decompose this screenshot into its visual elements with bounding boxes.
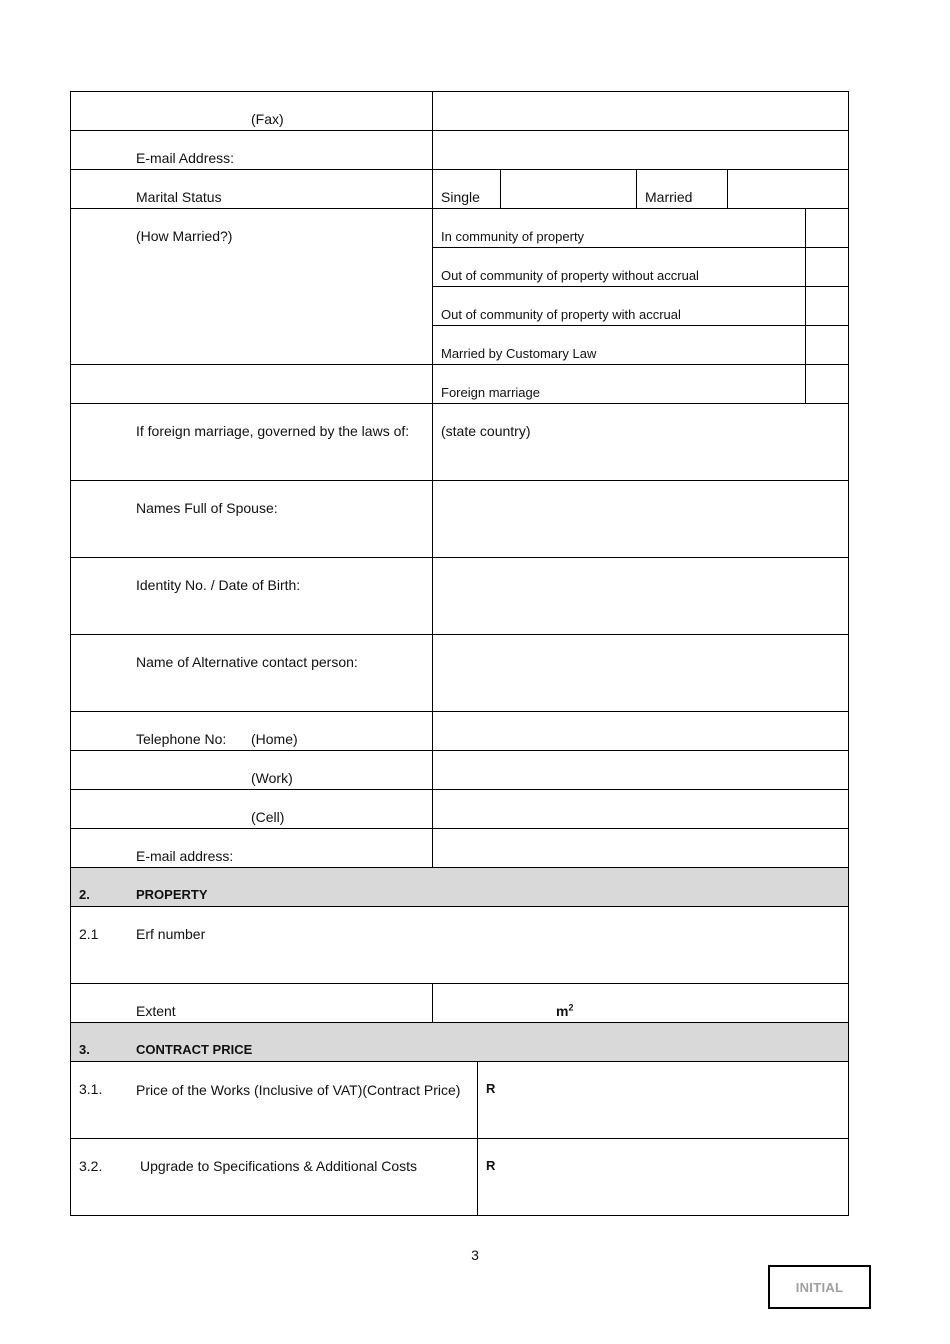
alt-email-field[interactable] (433, 829, 848, 867)
spouse-names-field[interactable] (433, 481, 848, 557)
contract-price-field[interactable] (500, 1062, 848, 1138)
telephone-cell-field[interactable] (433, 790, 848, 828)
alt-contact-name-field[interactable] (433, 635, 848, 711)
erf-number-field[interactable] (240, 945, 848, 983)
how-married-option-customary: Married by Customary Law (441, 346, 597, 361)
telephone-label: Telephone No: (136, 731, 227, 747)
marital-status-label: Marital Status (136, 189, 222, 205)
how-married-checkbox-customary[interactable] (806, 326, 848, 364)
fax-field[interactable] (433, 92, 848, 130)
how-married-option-foreign: Foreign marriage (441, 385, 540, 400)
marital-married-field[interactable] (728, 170, 848, 208)
extent-unit-base: m (556, 1003, 569, 1019)
contract-item-number: 3.1. (79, 1081, 103, 1097)
how-married-checkbox-community[interactable] (806, 209, 848, 247)
foreign-laws-hint: (state country) (441, 423, 531, 439)
erf-number-label: Erf number (136, 926, 206, 942)
contract-section-number: 3. (79, 1042, 90, 1057)
telephone-home-label: (Home) (251, 731, 298, 747)
email-address-label: E-mail Address: (136, 150, 235, 166)
foreign-laws-label: If foreign marriage, governed by the laws of: (136, 423, 410, 439)
spouse-names-label: Names Full of Spouse: (136, 500, 278, 516)
initial-label: INITIAL (795, 1279, 844, 1295)
how-married-option-with-accrual: Out of community of property with accrual (441, 307, 681, 322)
how-married-checkbox-with-accrual[interactable] (806, 287, 848, 325)
how-married-checkbox-without-accrual[interactable] (806, 248, 848, 286)
erf-number-index: 2.1 (79, 926, 99, 942)
telephone-work-label: (Work) (251, 770, 293, 786)
telephone-home-field[interactable] (433, 712, 848, 750)
email-address-field[interactable] (433, 131, 848, 169)
contract-item-currency: R (486, 1158, 496, 1173)
upgrade-costs-field[interactable] (500, 1139, 848, 1215)
marital-single-label: Single (441, 189, 480, 205)
how-married-label: (How Married?) (136, 228, 233, 244)
spouse-id-label: Identity No. / Date of Birth: (136, 577, 301, 593)
extent-unit (556, 1003, 573, 1019)
how-married-option-without-accrual: Out of community of property without accrual (441, 268, 699, 283)
contract-item-label: Upgrade to Specifications & Additional Costs (140, 1158, 418, 1174)
spouse-id-field[interactable] (433, 558, 848, 634)
contract-item-label: Price of the Works (Inclusive of VAT)(Contract Price) (136, 1082, 461, 1098)
contract-section-title: CONTRACT PRICE (136, 1042, 253, 1057)
marital-married-label: Married (645, 189, 693, 205)
extent-label: Extent (136, 1003, 176, 1019)
telephone-cell-label: (Cell) (251, 809, 285, 825)
foreign-laws-field[interactable] (433, 441, 848, 479)
property-section-number: 2. (79, 887, 90, 902)
page-number: 3 (471, 1247, 479, 1263)
contract-item-currency: R (486, 1081, 496, 1096)
extent-field[interactable] (433, 984, 548, 1022)
extent-unit-sup: 2 (568, 1002, 574, 1013)
property-section-title: PROPERTY (136, 887, 208, 902)
fax-label: (Fax) (251, 111, 284, 127)
how-married-option-community: In community of property (441, 229, 585, 244)
how-married-checkbox-foreign[interactable] (806, 365, 848, 403)
marital-single-field[interactable] (501, 170, 636, 208)
telephone-work-field[interactable] (433, 751, 848, 789)
contract-item-number: 3.2. (79, 1158, 103, 1174)
alt-email-label: E-mail address: (136, 848, 234, 864)
initial-box[interactable] (768, 1265, 871, 1309)
alt-contact-name-label: Name of Alternative contact person: (136, 654, 358, 670)
